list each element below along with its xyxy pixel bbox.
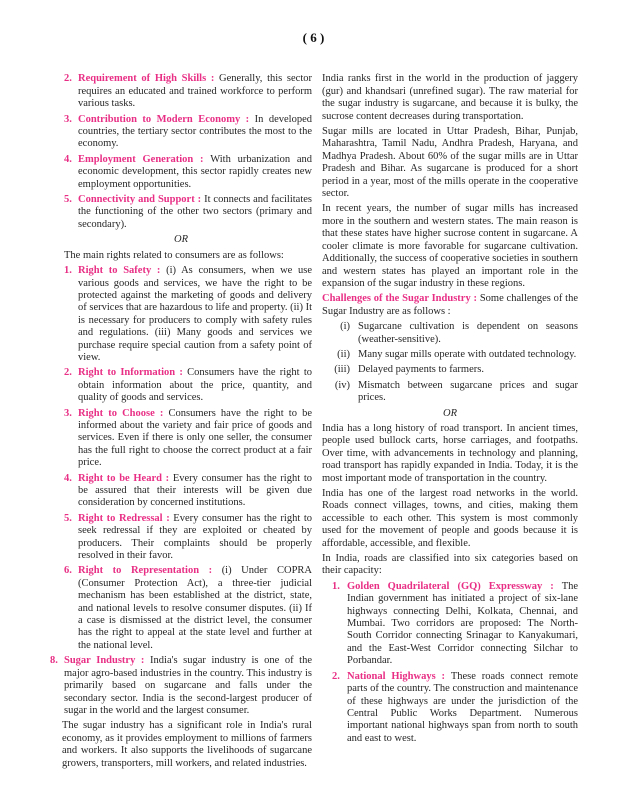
item-text [78, 408, 312, 470]
left-column [50, 73, 312, 773]
item-title: Right to be Heard [78, 472, 162, 484]
title-colon: : [199, 565, 222, 577]
item-number: 2. [64, 73, 72, 85]
list-item [64, 408, 312, 470]
item-text [78, 513, 312, 563]
content-columns [0, 73, 627, 773]
consumer-rights-intro: The main rights related to consumers are as follows: [64, 249, 284, 261]
list-item [64, 194, 312, 231]
item-body: Mismatch between sugarcane prices and sugar prices. [358, 379, 578, 404]
title-colon: : [194, 194, 205, 206]
item-text [64, 655, 312, 717]
item-body: Every consumer has the right to seek redressal if they are exploited or cheated by producers. Their complaints should be properly resolved in their favor. [78, 512, 313, 562]
paragraph: In recent years, the number of sugar mills has increased more in the southern and western states. The main reason is that these states have higher sucrose content in sugarcane. A cooler climate is more favorable for sugarcane cultivation. Additionally, the success of cooperative societies in southern and western states has played an important role in the expansion of the sugar industry in these regions. [322, 203, 578, 289]
or-separator: OR [443, 407, 457, 419]
item-text [78, 194, 312, 231]
item-number: 6. [64, 565, 72, 577]
title-colon: : [135, 655, 151, 667]
item-body: In developed countries, the tertiary sector contributes the most to the economy. [78, 113, 312, 150]
title-colon: : [193, 153, 211, 165]
title-colon: : [470, 293, 480, 305]
item-number: 8. [50, 655, 58, 667]
item-body: Sugarcane cultivation is dependent on seasons (weather-sensitive). [358, 321, 578, 345]
item-text [347, 671, 578, 745]
item-body: Delayed payments to farmers. [358, 364, 484, 376]
list-item [64, 473, 312, 510]
title-colon: : [435, 670, 451, 682]
challenge-item [322, 349, 578, 361]
title-colon: : [206, 73, 220, 85]
title-colon: : [162, 512, 174, 524]
title-colon: : [175, 367, 188, 379]
item-number: 2. [64, 367, 72, 379]
item-number: 2. [332, 670, 340, 682]
item-title: Contribution to Modern Economy [78, 113, 241, 125]
item-title: Connectivity and Support [78, 194, 195, 206]
item-number: 4. [64, 153, 72, 165]
item-title: Requirement of High Skills [78, 73, 207, 85]
item-body: Consumers have the right to obtain information about the price, quantity, and quality of goods and services. [78, 367, 312, 404]
item-body: With urbanization and economic development, this sector rapidly creates new employment opportunities. [78, 153, 312, 190]
item-title: Employment Generation [78, 153, 194, 165]
item-number: 3. [64, 113, 72, 125]
list-item [64, 513, 312, 563]
page-number: ( 6 ) [302, 30, 325, 45]
item-title: Right to Redressal [78, 512, 163, 524]
list-item-sugar-industry [50, 655, 312, 717]
title-colon: : [240, 113, 255, 125]
item-number: 3. [64, 407, 72, 419]
item-title: Sugar Industry [64, 655, 136, 667]
list-item [64, 565, 312, 652]
list-item [64, 154, 312, 191]
challenges-paragraph [322, 293, 578, 318]
paragraph: India has one of the largest road networks in the world. Roads connect villages, towns, and cities, making them accessible to each other. This system is most commonly used for the movement of people and goods because it is affordable, accessible, and flexible. [322, 488, 578, 549]
item-number: 1. [64, 265, 72, 277]
item-text [347, 581, 578, 668]
roman-number: (ii) [337, 348, 350, 360]
item-body: These roads connect remote parts of the country. The construction and maintenance of these highways are under the jurisdiction of the Central Public Works Department. Numerous important national highways span from north to south and east to west. [347, 670, 578, 744]
item-text [78, 265, 312, 364]
road-category-item [322, 671, 578, 745]
paragraph: Sugar mills are located in Uttar Pradesh, Bihar, Punjab, Maharashtra, Tamil Nadu, Andhra Pradesh, Haryana, and Madhya Pradesh. About 60% of the sugar mills are in Uttar Pradesh and Bihar. As sugarcane is produced for a short period in a year, most of the mills operate in the cooperative sector. [322, 126, 578, 200]
roman-number: (i) [340, 321, 350, 333]
list-item [64, 265, 312, 364]
item-body: The Indian government has initiated a project of six-lane highways connecting Delhi, Kolkata, Chennai, and Mumbai. Two corridors are proposed: The North-South Corridor connecting Srinagar to Kanyakumari, and the East-West Corridor connecting Silchar to Porbandar. [347, 580, 579, 667]
right-column [322, 73, 578, 773]
item-title: Right to Choose [78, 407, 155, 419]
item-body: Many sugar mills operate with outdated technology. [358, 348, 577, 360]
title-colon: : [151, 265, 167, 277]
title-colon: : [161, 472, 173, 484]
roman-number: (iii) [334, 364, 350, 376]
item-body: It connects and facilitates the functioning of the other two sectors (primary and secondary). [78, 194, 312, 230]
paragraph: In India, roads are classified into six categories based on their capacity: [322, 553, 578, 577]
item-title: Right to Representation [78, 565, 200, 577]
challenge-item [322, 364, 578, 376]
item-body: (i) As consumers, when we use various goods and services, we have the right to be protected against the marketing of goods and delivery of services that are hazardous to life and property. (ii) It is necessary for producers to comply with safety rules and regulations. (iii) Many goods and services we purchase require special caution from a safety point of view. [78, 265, 313, 363]
item-text [78, 367, 312, 404]
item-text [78, 154, 312, 191]
item-body: India's sugar industry is one of the major agro-based industries in the country. This industry is primarily based on sugarcane and falls under the secondary sector. India is the second-largest producer of sugar in the world and the largest consumer. [64, 655, 313, 716]
item-text [78, 114, 312, 151]
item-number: 5. [64, 194, 72, 206]
list-item [64, 114, 312, 151]
challenge-item [322, 321, 578, 346]
section-body: Some challenges of the Sugar Industry are as follows : [322, 293, 579, 317]
or-separator: OR [174, 234, 188, 246]
item-number: 1. [332, 580, 340, 592]
list-item [64, 367, 312, 404]
challenge-item [322, 380, 578, 405]
item-body: Consumers have the right to be informed about the variety and fair price of goods and services. Even if there is only one seller, the consumer has the full right to choose the correct product at a fair price. [78, 407, 312, 469]
item-title: Right to Information [78, 367, 176, 379]
item-body: Every consumer has the right to be assured that their interests will be given due consideration by concerned institutions. [78, 472, 312, 509]
paragraph: India ranks first in the world in the production of jaggery (gur) and khandsari (unrefined sugar). The raw material for the sugar industry is sugarcane, and because it is bulky, the sucrose content decreases during transportation. [322, 73, 578, 122]
section-title: Challenges of the Sugar Industry [322, 293, 471, 305]
item-number: 4. [64, 472, 72, 484]
item-title: Right to Safety [78, 265, 152, 277]
road-category-item [322, 581, 578, 668]
item-number: 5. [64, 512, 72, 524]
item-body: Generally, this sector requires an educated and trained workforce to perform various tasks. [78, 73, 312, 110]
list-item [64, 73, 312, 110]
title-colon: : [154, 407, 169, 419]
item-text [78, 473, 312, 510]
item-title: National Highways [347, 670, 436, 682]
sugar-industry-paragraph: The sugar industry has a significant role in India's rural economy, as it provides employment to millions of farmers and workers. It also supports the livelihoods of sugarcane growers, transporters, mill workers, and related industries. [62, 720, 312, 769]
item-text [78, 565, 312, 652]
item-text [78, 73, 312, 110]
title-colon: : [542, 580, 562, 592]
item-title: Golden Quadrilateral (GQ) Expressway [347, 580, 543, 592]
item-body: (i) Under COPRA (Consumer Protection Act), a three-tier judicial mechanism has been established at the district, state, and national levels to resolve consumer disputes. (ii) If a case is dismissed at the district level, the consumer has the right to appeal at the state level and further at the national level. [78, 565, 312, 651]
roman-number: (iv) [334, 379, 350, 391]
paragraph: India has a long history of road transport. In ancient times, people used bullock carts, horse carriages, and footpaths. Over time, with advancements in technology and planning, road transport has rapidly expanded in India. Today, it is the most important mode of transportation in the country. [322, 422, 578, 484]
